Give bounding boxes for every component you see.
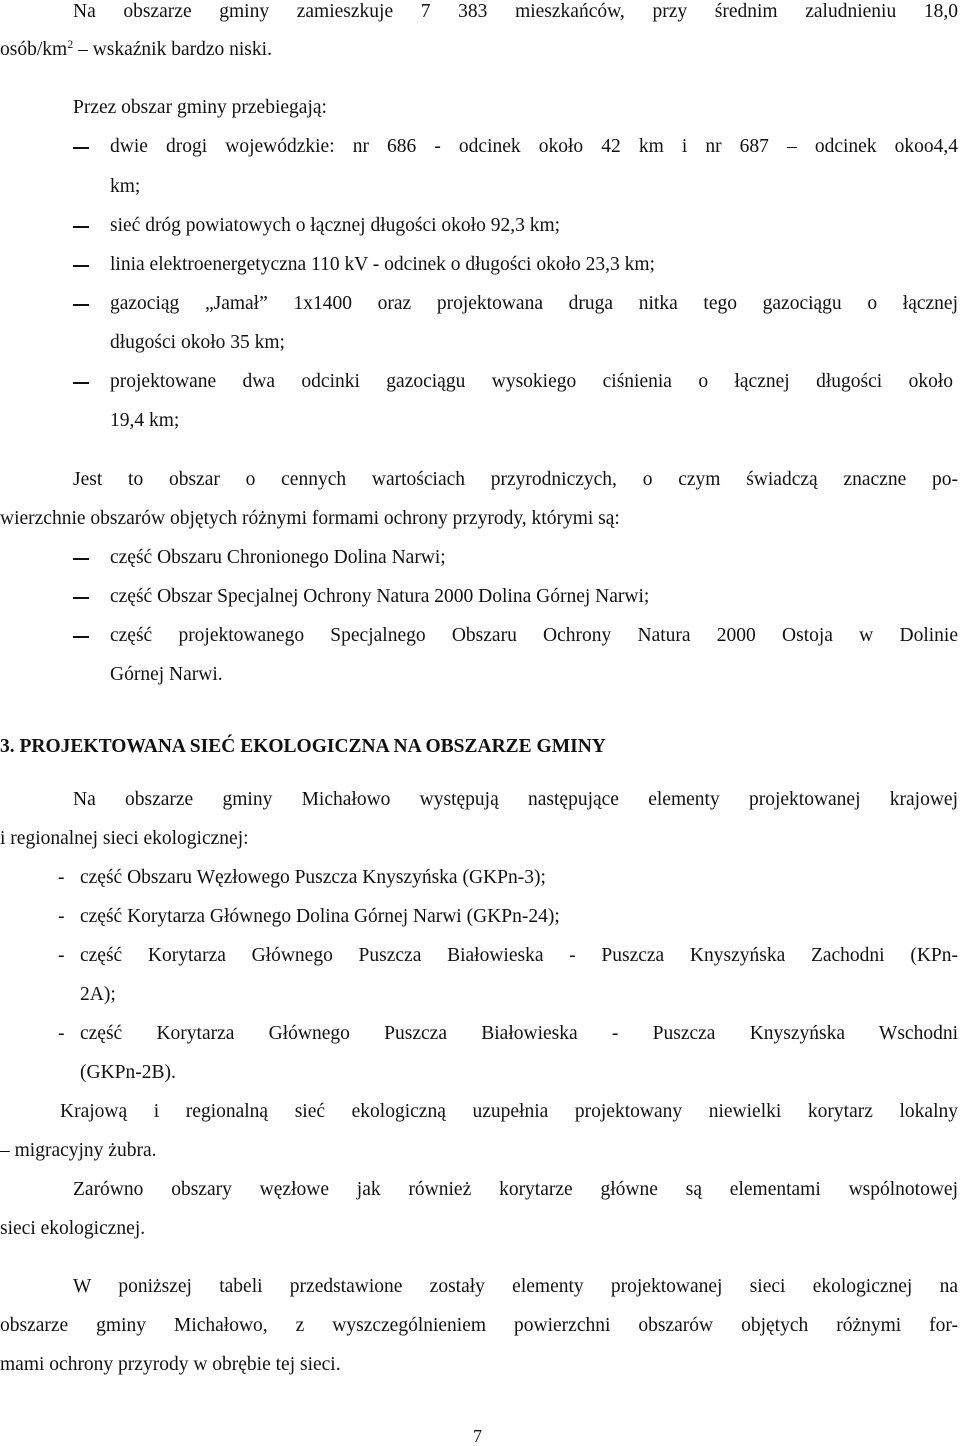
- intro-line-1: Na obszarze gminy zamieszkuje 7 383 mieszkańców, przy średnim zaludnieniu 18,0: [73, 1, 958, 22]
- section-p4-line-1: W poniższej tabeli przedstawione zostały elementy projektowanej sieci ekologicznej na: [73, 1276, 958, 1297]
- section-item-4: część Korytarza Głównego Puszcza Białowieska - Puszcza Knyszyńska Wschodni: [80, 1023, 958, 1044]
- list-dash-icon: [73, 265, 89, 267]
- list-hyphen-marker: -: [58, 867, 65, 888]
- section-item-3: część Korytarza Głównego Puszcza Białowieska - Puszcza Knyszyńska Zachodni (KPn-: [80, 945, 958, 966]
- list-hyphen-marker: -: [58, 1023, 65, 1044]
- nature-item-2: część Obszar Specjalnej Ochrony Natura 2000 Dolina Górnej Narwi;: [110, 586, 650, 607]
- nature-item-1: część Obszaru Chronionego Dolina Narwi;: [110, 547, 446, 568]
- list-dash-icon: [73, 382, 89, 384]
- section-p4-line-3: mami ochrony przyrody w obrębie tej sieci.: [0, 1354, 341, 1375]
- nature-line-2: wierzchnie obszarów objętych różnymi formami ochrony przyrody, którymi są:: [0, 508, 620, 529]
- intro-unit: osób/km: [0, 39, 68, 60]
- transport-item-3: linia elektroenergetyczna 110 kV - odcinek o długości około 23,3 km;: [110, 254, 655, 275]
- transport-item-5: projektowane dwa odcinki gazociągu wysokiego ciśnienia o łącznej długości około: [110, 371, 953, 392]
- list-hyphen-marker: -: [58, 906, 65, 927]
- section-item-1: część Obszaru Węzłowego Puszcza Knyszyńska (GKPn-3);: [80, 867, 546, 888]
- list-dash-icon: [73, 558, 89, 560]
- list-dash-icon: [73, 147, 89, 149]
- section-p3-line-2: sieci ekologicznej.: [0, 1218, 146, 1239]
- transport-lead: Przez obszar gminy przebiegają:: [73, 97, 327, 118]
- section-heading: 3. PROJEKTOWANA SIEĆ EKOLOGICZNA NA OBSZARZE GMINY: [0, 736, 606, 757]
- list-dash-icon: [73, 304, 89, 306]
- section-item-4-cont: (GKPn-2B).: [80, 1062, 176, 1083]
- section-item-3-cont: 2A);: [80, 984, 116, 1005]
- section-p1-line-2: i regionalnej sieci ekologicznej:: [0, 828, 249, 849]
- transport-item-4: gazociąg „Jamał” 1x1400 oraz projektowana druga nitka tego gazociągu o łącznej: [110, 293, 958, 314]
- list-dash-icon: [73, 636, 89, 638]
- section-p1-line-1: Na obszarze gminy Michałowo występują następujące elementy projektowanej krajowej: [73, 789, 958, 810]
- transport-item-4-cont: długości około 35 km;: [110, 332, 285, 353]
- list-dash-icon: [73, 226, 89, 228]
- section-p3-line-1: Zarówno obszary węzłowe jak również korytarze główne są elementami wspólnotowej: [73, 1179, 958, 1200]
- list-hyphen-marker: -: [58, 945, 65, 966]
- list-dash-icon: [73, 597, 89, 599]
- nature-item-3: część projektowanego Specjalnego Obszaru Ochrony Natura 2000 Ostoja w Dolinie: [110, 625, 958, 646]
- transport-item-5-cont: 19,4 km;: [110, 410, 180, 431]
- intro-unit-exponent: 2: [67, 37, 74, 51]
- nature-item-3-cont: Górnej Narwi.: [110, 664, 223, 685]
- intro-rating: – wskaźnik bardzo niski.: [73, 39, 272, 60]
- transport-item-1-cont: km;: [110, 176, 141, 197]
- intro-line-2: [0, 37, 272, 60]
- section-p2-line-2: – migracyjny żubra.: [0, 1140, 157, 1161]
- section-item-2: część Korytarza Głównego Dolina Górnej Narwi (GKPn-24);: [80, 906, 560, 927]
- page-number: 7: [473, 1426, 482, 1446]
- section-p2-line-1: Krajową i regionalną sieć ekologiczną uzupełnia projektowany niewielki korytarz lokalny: [60, 1101, 958, 1122]
- nature-line-1: Jest to obszar o cennych wartościach przyrodniczych, o czym świadczą znaczne po-: [73, 469, 958, 490]
- transport-item-1: dwie drogi wojewódzkie: nr 686 - odcinek około 42 km i nr 687 – odcinek okoo4,4: [110, 136, 958, 157]
- transport-item-2: sieć dróg powiatowych o łącznej długości około 92,3 km;: [110, 215, 561, 236]
- section-p4-line-2: obszarze gminy Michałowo, z wyszczególnieniem powierzchni obszarów objętych różnymi for-: [0, 1315, 958, 1336]
